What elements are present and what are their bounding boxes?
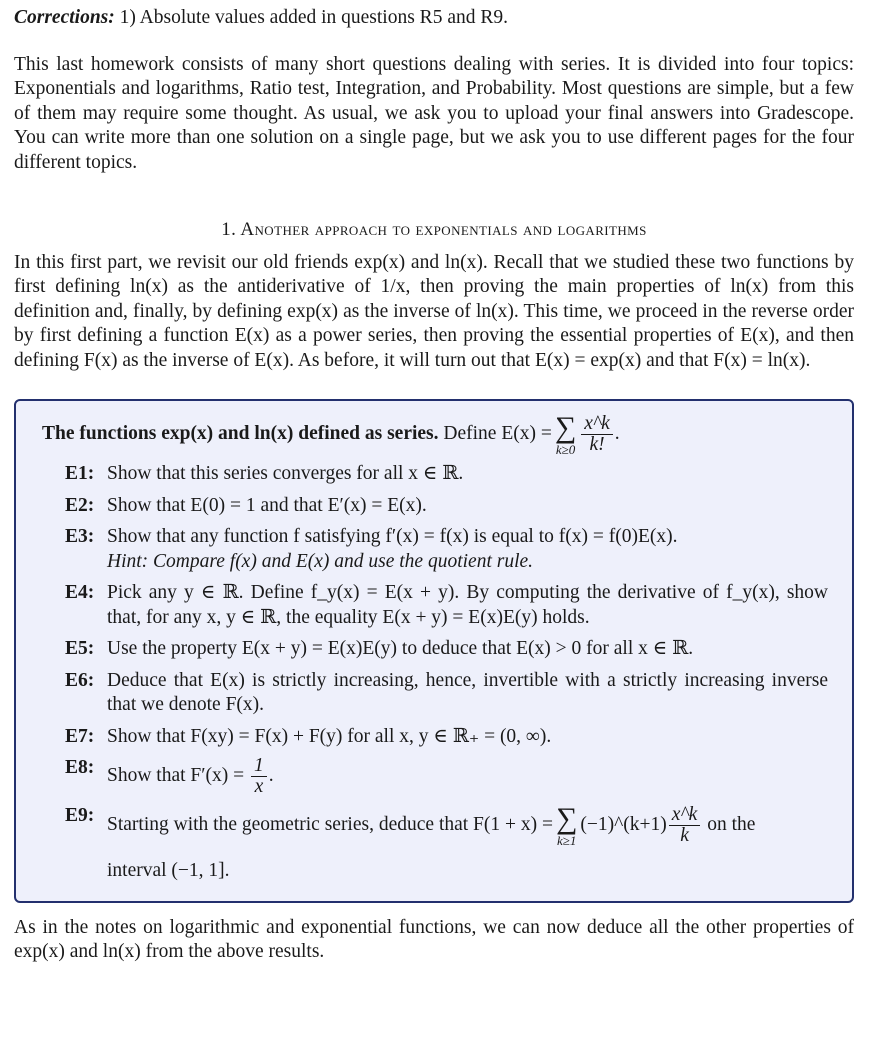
exercise-e7	[42, 725, 828, 750]
exercise-e4	[42, 581, 828, 630]
exercise-statement: Show that any function f satisfying f′(x) = f(x) is equal to f(x) = f(0)E(x).	[107, 526, 678, 547]
exercise-tag: E3:	[65, 526, 95, 547]
exercise-list	[42, 462, 828, 749]
exercise-e5	[42, 637, 828, 662]
exercise-text	[107, 804, 828, 884]
intro-paragraph: This last homework consists of many short questions dealing with series. It is divided into four topics: Exponentials and logarithms, Ratio test, Integration, and Probability. Most questions are simple, but a few of them may require some thought. As usual, we ask you to upload your final answers into Gradescope. You can write more than one solution on a single page, but we ask you to use different pages for the four different topics.	[14, 53, 854, 173]
frac-numerator: x^k	[581, 414, 613, 435]
exercise-e9	[42, 804, 828, 884]
exercise-e2	[42, 494, 828, 519]
exercise-statement: Show that this series converges for all x ∈ ℝ.	[107, 463, 464, 484]
exercise-e3	[42, 525, 828, 574]
frac-denominator: k!	[589, 434, 605, 455]
corrections-text: 1) Absolute values added in questions R5 and R9.	[119, 7, 508, 28]
exercise-tag: E1:	[65, 463, 95, 484]
exercise-statement: Use the property E(x + y) = E(x)E(y) to deduce that E(x) > 0 for all x ∈ ℝ.	[107, 638, 694, 659]
exercise-tag: E5:	[65, 638, 95, 659]
exercise-tag: E7:	[65, 725, 95, 747]
exercise-text	[107, 581, 828, 630]
e9-denominator: k	[680, 825, 689, 846]
sum-subscript: k≥0	[555, 442, 576, 457]
exercise-e1	[42, 462, 828, 487]
document-page	[14, 6, 854, 965]
exercise-e8	[42, 756, 828, 797]
e8-numerator: 1	[251, 756, 267, 777]
section-paragraph: In this first part, we revisit our old friends exp(x) and ln(x). Recall that we studied these two functions by first defining ln(x) as the antiderivative of 1/x, then proving the main properties of ln(x) from this definition and, finally, by defining exp(x) as the inverse of ln(x). This time, we proceed in the reverse order by first defining a function E(x) as a power series, then proving the essential properties of E(x), and then defining F(x) as the inverse of E(x). As before, it will turn out that E(x) = exp(x) and that F(x) = ln(x).	[14, 251, 854, 371]
box-heading: The functions exp(x) and ln(x) defined as series.	[42, 423, 439, 445]
e9-text: Starting with the geometric series, deduce that F(1 + x) =	[107, 814, 554, 836]
corrections-note	[14, 6, 854, 31]
exercise-statement: Show that F(xy) = F(x) + F(y) for all x, y ∈ ℝ₊ = (0, ∞).	[107, 725, 552, 747]
e9-sum-subscript: k≥1	[557, 833, 577, 848]
exercise-text	[107, 669, 828, 718]
e9-second-line: interval (−1, 1].	[107, 860, 230, 881]
exercise-tag: E2:	[65, 494, 95, 516]
exercise-text	[107, 637, 828, 662]
closing-paragraph: As in the notes on logarithmic and exponential functions, we can now deduce all the other properties of exp(x) and ln(x) from the above results.	[14, 916, 854, 962]
definition-box	[14, 399, 854, 903]
box-heading-row: The functions exp(x) and ln(x) defined as series. Define E(x) = ∑ k≥0 $\frac{x\^{}k}{k!}$ .	[42, 411, 620, 457]
sum-symbol: ∑ k≥0	[554, 411, 577, 457]
corrections-label: Corrections:	[14, 7, 115, 28]
e9-numerator: x^k	[669, 805, 701, 826]
e9-term: (−1)^(k+1)	[580, 814, 667, 836]
exercise-tag: E6:	[65, 669, 95, 691]
e8-denominator: x	[254, 776, 264, 797]
exercise-statement: Deduce that E(x) is strictly increasing, hence, invertible with a strictly increasing inverse that we denote F(x).	[107, 669, 828, 715]
e9-fraction	[669, 805, 701, 846]
exercise-tag: E9:	[65, 805, 95, 826]
exercise-e6	[42, 669, 828, 718]
e9-sum-symbol: ∑ k≥1	[556, 802, 578, 848]
box-define-text: Define E(x) =	[443, 423, 552, 445]
exercise-statement: Show that E(0) = 1 and that E′(x) = E(x).	[107, 494, 427, 516]
exercise-text	[107, 462, 828, 487]
exercise-hint: Hint: Compare f(x) and E(x) and use the quotient rule.	[107, 550, 534, 572]
exercise-statement: Pick any y ∈ ℝ. Define f_y(x) = E(x + y). By computing the derivative of f_y(x), show that, for any x, y ∈ ℝ, the equality E(x + y) = E(x)E(y) holds.	[107, 582, 828, 628]
e9-tail: on the	[707, 814, 756, 836]
exercise-text	[107, 525, 828, 574]
exercise-tag: E4:	[65, 582, 95, 603]
exercise-text	[107, 725, 828, 750]
section-title: 1. Another approach to exponentials and logarithms	[221, 219, 647, 240]
e8-text: Show that F′(x) =	[107, 764, 245, 786]
exercise-text: Show that F′(x) = $\frac{1}{x}$ .	[107, 755, 274, 797]
series-fraction	[581, 414, 613, 455]
e8-fraction	[251, 756, 267, 797]
exercise-text	[107, 494, 828, 519]
exercise-tag: E8:	[65, 757, 95, 778]
